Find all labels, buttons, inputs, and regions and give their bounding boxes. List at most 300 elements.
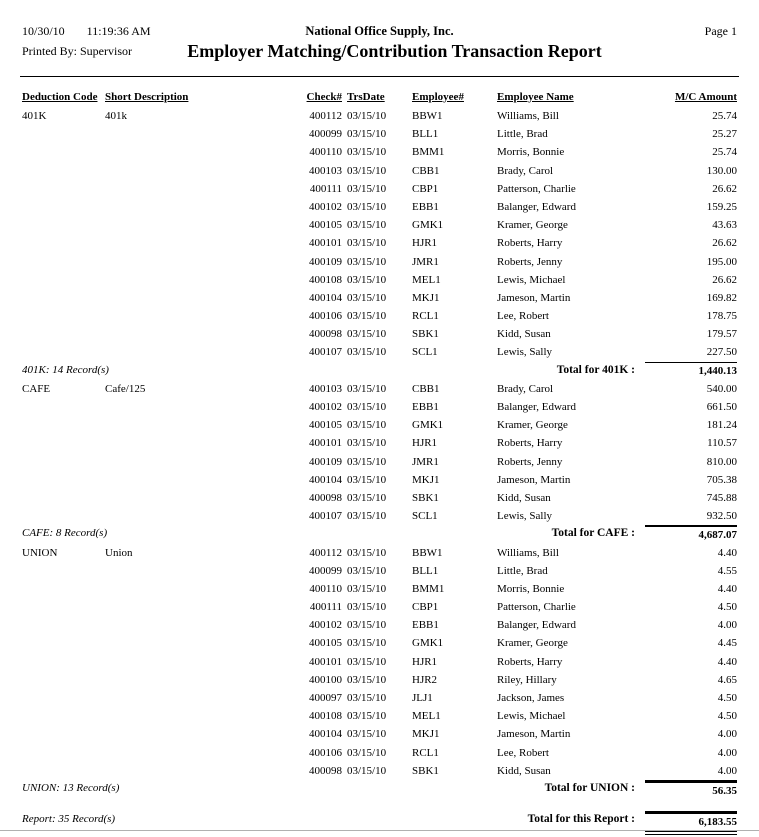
cell-employee-name: Lewis, Sally	[497, 510, 552, 523]
cell-trs-date: 03/15/10	[347, 728, 387, 741]
cell-employee-number: HJR1	[412, 437, 438, 450]
cell-employee-name: Kramer, George	[497, 419, 568, 432]
cell-deduction-code	[22, 216, 105, 234]
cell-check-number: 400102	[309, 619, 342, 632]
cell-employee-name: Morris, Bonnie	[497, 146, 565, 159]
cell-check-number: 400101	[309, 437, 342, 450]
cell-mc-amount: 932.50	[706, 510, 737, 523]
cell-trs-date: 03/15/10	[347, 655, 387, 668]
cell-employee-name: Jameson, Martin	[497, 728, 571, 741]
cell-short-description	[105, 143, 305, 161]
table-row	[0, 634, 759, 652]
cell-employee-number: BBW1	[412, 546, 443, 559]
cell-trs-date: 03/15/10	[347, 401, 387, 413]
cell-short-description	[105, 471, 305, 489]
cell-employee-name: Little, Brad	[497, 564, 548, 577]
cell-short-description	[105, 125, 305, 143]
deduction-section	[0, 107, 759, 380]
cell-trs-date: 03/15/10	[347, 455, 387, 468]
cell-short-description	[105, 707, 305, 725]
cell-deduction-code	[22, 271, 105, 289]
deduction-section	[0, 380, 759, 544]
company-name: National Office Supply, Inc.	[305, 24, 454, 38]
cell-employee-number: MKJ1	[412, 728, 440, 741]
table-row	[0, 253, 759, 271]
section-rows	[0, 380, 759, 526]
cell-mc-amount: 25.74	[712, 110, 737, 122]
cell-check-number: 400106	[309, 310, 342, 323]
cell-short-description	[105, 689, 305, 707]
table-row	[0, 725, 759, 743]
cell-short-description	[105, 580, 305, 598]
cell-deduction-code	[22, 507, 105, 525]
table-row	[0, 653, 759, 671]
cell-short-description	[105, 507, 305, 525]
table-row	[0, 198, 759, 216]
cell-employee-name: Roberts, Harry	[497, 437, 563, 450]
cell-deduction-code	[22, 598, 105, 616]
cell-employee-name: Roberts, Jenny	[497, 455, 563, 468]
cell-deduction-code	[22, 180, 105, 198]
cell-short-description	[105, 653, 305, 671]
section-total-amount: 56.35	[645, 780, 737, 798]
report-total-label: Total for this Report :	[527, 813, 635, 826]
cell-employee-name: Morris, Bonnie	[497, 582, 565, 595]
printed-by-label: Printed By: Supervisor	[22, 44, 132, 58]
table-row	[0, 398, 759, 416]
cell-employee-name: Riley, Hillary	[497, 673, 557, 686]
table-row	[0, 107, 759, 125]
report-body	[0, 107, 759, 798]
cell-mc-amount: 661.50	[706, 401, 737, 413]
cell-check-number: 400102	[309, 401, 342, 413]
cell-check-number: 400107	[309, 346, 342, 359]
cell-employee-name: Roberts, Jenny	[497, 255, 563, 268]
cell-trs-date: 03/15/10	[347, 510, 387, 523]
cell-trs-date: 03/15/10	[347, 746, 387, 759]
cell-trs-date: 03/15/10	[347, 473, 387, 486]
cell-mc-amount: 25.74	[712, 146, 737, 159]
cell-check-number: 400103	[309, 164, 342, 177]
section-rows	[0, 544, 759, 780]
cell-short-description	[105, 343, 305, 361]
cell-deduction-code	[22, 398, 105, 416]
cell-trs-date: 03/15/10	[347, 310, 387, 323]
cell-employee-name: Brady, Carol	[497, 382, 554, 395]
column-header-mc-amount: M/C Amount	[674, 91, 737, 103]
table-row	[0, 707, 759, 725]
table-row	[0, 580, 759, 598]
cell-check-number: 400105	[309, 637, 342, 650]
cell-short-description	[105, 434, 305, 452]
cell-employee-name: Little, Brad	[497, 128, 548, 141]
cell-employee-number: GMK1	[412, 637, 444, 650]
cell-mc-amount: 4.50	[717, 710, 737, 723]
cell-employee-name: Lewis, Michael	[497, 273, 566, 286]
cell-check-number: 400111	[309, 601, 342, 614]
cell-mc-amount: 4.50	[717, 692, 737, 704]
cell-employee-number: HJR1	[412, 237, 438, 250]
cell-employee-name: Williams, Bill	[497, 546, 559, 559]
cell-trs-date: 03/15/10	[347, 273, 387, 286]
cell-trs-date: 03/15/10	[347, 110, 387, 122]
table-row	[0, 689, 759, 707]
cell-short-description: Cafe/125	[105, 382, 146, 395]
cell-deduction-code	[22, 453, 105, 471]
cell-employee-number: JMR1	[412, 455, 439, 468]
cell-check-number: 400106	[309, 746, 342, 759]
cell-short-description	[105, 234, 305, 252]
cell-mc-amount: 179.57	[706, 328, 737, 341]
section-rows	[0, 107, 759, 362]
cell-employee-name: Balanger, Edward	[497, 619, 576, 632]
cell-trs-date: 03/15/10	[347, 564, 387, 577]
cell-employee-number: CBP1	[412, 601, 439, 614]
cell-short-description	[105, 453, 305, 471]
table-row	[0, 234, 759, 252]
table-row	[0, 271, 759, 289]
table-row	[0, 598, 759, 616]
cell-trs-date: 03/15/10	[347, 764, 387, 777]
cell-employee-number: MKJ1	[412, 473, 440, 486]
section-records-label: 401K: 14 Record(s)	[22, 363, 109, 376]
cell-employee-name: Balanger, Edward	[497, 200, 576, 213]
cell-mc-amount: 130.00	[706, 164, 737, 177]
cell-employee-number: SBK1	[412, 764, 439, 777]
cell-employee-number: GMK1	[412, 219, 444, 232]
cell-short-description	[105, 562, 305, 580]
cell-trs-date: 03/15/10	[347, 710, 387, 723]
cell-check-number: 400097	[309, 692, 342, 704]
cell-deduction-code	[22, 689, 105, 707]
cell-employee-number: BMM1	[412, 146, 445, 159]
report-header-line2	[0, 39, 759, 69]
cell-check-number: 400110	[309, 146, 342, 159]
cell-check-number: 400098	[309, 328, 342, 341]
table-row	[0, 325, 759, 343]
section-total-label: Total for CAFE :	[551, 527, 635, 540]
report-total-amount: 6,183.55	[645, 811, 737, 835]
section-total-row	[0, 525, 759, 543]
cell-mc-amount: 26.62	[712, 273, 737, 286]
cell-trs-date: 03/15/10	[347, 255, 387, 268]
section-records-label: UNION: 13 Record(s)	[22, 781, 120, 794]
cell-check-number: 400107	[309, 510, 342, 523]
cell-employee-name: Lee, Robert	[497, 746, 549, 759]
cell-employee-number: SCL1	[412, 346, 438, 359]
cell-employee-number: EBB1	[412, 200, 439, 213]
table-row	[0, 744, 759, 762]
cell-employee-number: GMK1	[412, 419, 444, 432]
cell-check-number: 400108	[309, 710, 342, 723]
cell-employee-number: CBB1	[412, 382, 440, 395]
cell-employee-number: JMR1	[412, 255, 439, 268]
cell-check-number: 400101	[309, 237, 342, 250]
cell-mc-amount: 26.62	[712, 182, 737, 195]
cell-employee-name: Lewis, Michael	[497, 710, 566, 723]
table-row	[0, 216, 759, 234]
cell-deduction-code	[22, 253, 105, 271]
cell-employee-name: Williams, Bill	[497, 110, 559, 122]
cell-employee-name: Kidd, Susan	[497, 328, 551, 341]
table-row	[0, 489, 759, 507]
cell-check-number: 400108	[309, 273, 342, 286]
cell-employee-name: Kidd, Susan	[497, 491, 551, 504]
cell-mc-amount: 745.88	[706, 491, 737, 504]
header-rule	[20, 76, 739, 77]
table-row	[0, 453, 759, 471]
table-row	[0, 416, 759, 434]
cell-short-description	[105, 271, 305, 289]
cell-mc-amount: 810.00	[706, 455, 737, 468]
cell-deduction-code	[22, 434, 105, 452]
cell-employee-name: Lee, Robert	[497, 310, 549, 323]
cell-short-description	[105, 634, 305, 652]
cell-employee-number: BBW1	[412, 110, 443, 122]
cell-short-description	[105, 671, 305, 689]
table-row	[0, 671, 759, 689]
column-header-check-number: Check#	[306, 91, 342, 103]
cell-employee-number: MEL1	[412, 710, 441, 723]
cell-employee-name: Kramer, George	[497, 637, 568, 650]
cell-check-number: 400110	[309, 582, 342, 595]
cell-employee-number: RCL1	[412, 746, 439, 759]
cell-employee-name: Patterson, Charlie	[497, 182, 576, 195]
cell-employee-name: Brady, Carol	[497, 164, 554, 177]
cell-employee-number: CBB1	[412, 164, 440, 177]
cell-deduction-code	[22, 653, 105, 671]
cell-deduction-code: CAFE	[22, 382, 51, 395]
cell-mc-amount: 705.38	[706, 473, 737, 486]
cell-trs-date: 03/15/10	[347, 164, 387, 177]
cell-employee-name: Kidd, Susan	[497, 764, 551, 777]
cell-check-number: 400099	[309, 128, 342, 141]
cell-trs-date: 03/15/10	[347, 437, 387, 450]
cell-employee-number: HJR1	[412, 655, 438, 668]
cell-check-number: 400105	[309, 419, 342, 432]
cell-deduction-code	[22, 489, 105, 507]
print-datetime	[22, 24, 247, 39]
cell-employee-name: Balanger, Edward	[497, 401, 576, 413]
cell-check-number: 400109	[309, 255, 342, 268]
column-header-employee-name: Employee Name	[497, 91, 574, 103]
cell-trs-date: 03/15/10	[347, 328, 387, 341]
cell-trs-date: 03/15/10	[347, 219, 387, 232]
cell-employee-number: BLL1	[412, 564, 439, 577]
cell-employee-name: Roberts, Harry	[497, 237, 563, 250]
cell-employee-number: CBP1	[412, 182, 439, 195]
cell-employee-number: EBB1	[412, 619, 439, 632]
report-title: Employer Matching/Contribution Transaction Report	[187, 41, 602, 61]
cell-mc-amount: 178.75	[706, 310, 737, 323]
cell-deduction-code: 401K	[22, 110, 47, 122]
cell-mc-amount: 159.25	[706, 200, 737, 213]
cell-deduction-code	[22, 162, 105, 180]
column-header-short-description: Short Description	[105, 91, 189, 103]
cell-check-number: 400112	[309, 546, 342, 559]
cell-check-number: 400105	[309, 219, 342, 232]
cell-employee-name: Jameson, Martin	[497, 473, 571, 486]
table-row	[0, 562, 759, 580]
cell-trs-date: 03/15/10	[347, 546, 387, 559]
cell-trs-date: 03/15/10	[347, 146, 387, 159]
cell-mc-amount: 4.00	[717, 746, 737, 759]
section-total-label: Total for 401K :	[556, 363, 635, 376]
page-number: Page 1	[704, 24, 737, 38]
cell-check-number: 400099	[309, 564, 342, 577]
table-row	[0, 507, 759, 525]
table-row	[0, 762, 759, 780]
cell-employee-name: Patterson, Charlie	[497, 601, 576, 614]
cell-employee-name: Jameson, Martin	[497, 291, 571, 304]
cell-deduction-code	[22, 307, 105, 325]
cell-deduction-code	[22, 744, 105, 762]
cell-check-number: 400098	[309, 764, 342, 777]
cell-check-number: 400102	[309, 200, 342, 213]
cell-mc-amount: 4.45	[717, 637, 737, 650]
cell-check-number: 400104	[309, 473, 342, 486]
report-header-line1	[0, 0, 759, 39]
cell-trs-date: 03/15/10	[347, 382, 387, 395]
cell-employee-number: BMM1	[412, 582, 445, 595]
cell-mc-amount: 181.24	[706, 419, 737, 432]
cell-deduction-code	[22, 562, 105, 580]
cell-employee-number: SBK1	[412, 328, 439, 341]
cell-mc-amount: 4.00	[717, 728, 737, 741]
cell-check-number: 400112	[309, 110, 342, 122]
table-row	[0, 544, 759, 562]
cell-short-description	[105, 180, 305, 198]
cell-deduction-code	[22, 725, 105, 743]
cell-employee-name: Lewis, Sally	[497, 346, 552, 359]
column-header-row	[0, 91, 759, 107]
cell-employee-number: SCL1	[412, 510, 438, 523]
cell-trs-date: 03/15/10	[347, 182, 387, 195]
cell-employee-number: SBK1	[412, 491, 439, 504]
column-header-deduction-code: Deduction Code	[22, 91, 98, 103]
cell-deduction-code	[22, 343, 105, 361]
cell-short-description	[105, 398, 305, 416]
cell-mc-amount: 4.00	[717, 764, 737, 777]
cell-deduction-code	[22, 325, 105, 343]
cell-deduction-code	[22, 416, 105, 434]
print-date: 10/30/10	[22, 24, 65, 38]
cell-deduction-code	[22, 634, 105, 652]
cell-short-description	[105, 725, 305, 743]
table-row	[0, 343, 759, 361]
cell-employee-number: RCL1	[412, 310, 439, 323]
cell-short-description	[105, 489, 305, 507]
cell-mc-amount: 25.27	[712, 128, 737, 141]
cell-short-description	[105, 198, 305, 216]
cell-check-number: 400103	[309, 382, 342, 395]
cell-short-description	[105, 744, 305, 762]
cell-mc-amount: 4.40	[717, 655, 737, 668]
cell-deduction-code	[22, 671, 105, 689]
cell-trs-date: 03/15/10	[347, 200, 387, 213]
cell-check-number: 400104	[309, 728, 342, 741]
cell-mc-amount: 4.65	[717, 673, 737, 686]
cell-short-description	[105, 307, 305, 325]
cell-deduction-code	[22, 762, 105, 780]
cell-mc-amount: 4.40	[717, 546, 737, 559]
table-row	[0, 434, 759, 452]
cell-trs-date: 03/15/10	[347, 491, 387, 504]
section-records-label: CAFE: 8 Record(s)	[22, 527, 108, 540]
cell-mc-amount: 169.82	[706, 291, 737, 304]
column-header-trs-date: TrsDate	[347, 91, 385, 103]
cell-mc-amount: 195.00	[706, 255, 737, 268]
cell-employee-number: MKJ1	[412, 291, 440, 304]
cell-deduction-code	[22, 616, 105, 634]
cell-short-description	[105, 325, 305, 343]
cell-trs-date: 03/15/10	[347, 346, 387, 359]
cell-deduction-code: UNION	[22, 546, 58, 559]
cell-short-description	[105, 162, 305, 180]
deduction-section	[0, 544, 759, 799]
cell-short-description	[105, 598, 305, 616]
cell-employee-name: Jackson, James	[497, 692, 565, 704]
table-row	[0, 289, 759, 307]
cell-mc-amount: 110.57	[707, 437, 737, 450]
cell-short-description	[105, 289, 305, 307]
cell-check-number: 400098	[309, 491, 342, 504]
cell-deduction-code	[22, 289, 105, 307]
table-row	[0, 125, 759, 143]
cell-employee-name: Kramer, George	[497, 219, 568, 232]
cell-short-description: 401k	[105, 110, 127, 122]
section-total-label: Total for UNION :	[544, 781, 635, 794]
table-row	[0, 162, 759, 180]
section-total-amount: 1,440.13	[645, 362, 737, 380]
cell-trs-date: 03/15/10	[347, 692, 387, 704]
cell-mc-amount: 4.40	[717, 582, 737, 595]
cell-employee-number: MEL1	[412, 273, 441, 286]
section-total-row	[0, 780, 759, 798]
table-row	[0, 143, 759, 161]
cell-trs-date: 03/15/10	[347, 128, 387, 141]
report-total-row	[0, 811, 759, 835]
cell-short-description: Union	[105, 546, 133, 559]
cell-check-number: 400104	[309, 291, 342, 304]
cell-deduction-code	[22, 198, 105, 216]
cell-mc-amount: 4.00	[717, 619, 737, 632]
cell-trs-date: 03/15/10	[347, 601, 387, 614]
cell-trs-date: 03/15/10	[347, 419, 387, 432]
report-records-label: Report: 35 Record(s)	[22, 813, 116, 826]
table-row	[0, 307, 759, 325]
print-time: 11:19:36 AM	[86, 24, 151, 38]
section-total-amount: 4,687.07	[645, 525, 737, 543]
cell-deduction-code	[22, 125, 105, 143]
cell-employee-number: HJR2	[412, 673, 438, 686]
cell-mc-amount: 227.50	[706, 346, 737, 359]
cell-deduction-code	[22, 471, 105, 489]
cell-check-number: 400101	[309, 655, 342, 668]
cell-employee-name: Roberts, Harry	[497, 655, 563, 668]
cell-trs-date: 03/15/10	[347, 237, 387, 250]
cell-employee-number: EBB1	[412, 401, 439, 413]
cell-mc-amount: 43.63	[712, 219, 737, 232]
cell-trs-date: 03/15/10	[347, 673, 387, 686]
cell-deduction-code	[22, 143, 105, 161]
column-header-employee-number: Employee#	[412, 91, 464, 103]
table-row	[0, 616, 759, 634]
cell-short-description	[105, 253, 305, 271]
cell-check-number: 400109	[309, 455, 342, 468]
cell-short-description	[105, 416, 305, 434]
cell-short-description	[105, 762, 305, 780]
